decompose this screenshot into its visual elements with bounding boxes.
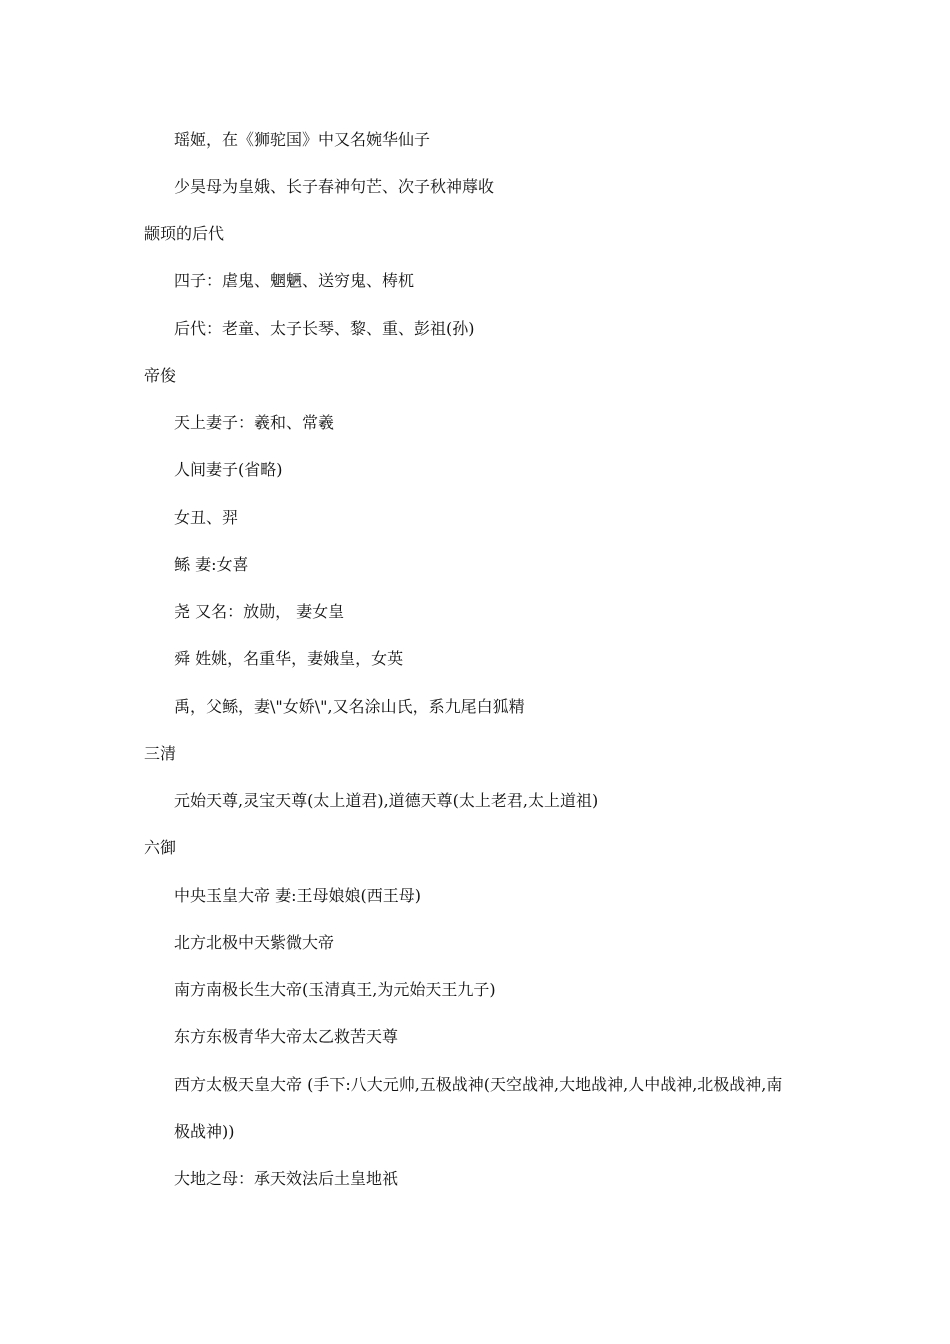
text-line-shaohao: 少昊母为皇娥、长子春神句芒、次子秋神蓐收 (174, 177, 495, 196)
text-line-nvchou-yi: 女丑、羿 (174, 508, 239, 527)
text-line-shun: 舜 姓姚，名重华，妻娥皇，女英 (174, 649, 404, 668)
text-line-descendants: 后代：老童、太子长琴、黎、重、彭祖(孙) (174, 319, 475, 338)
text-line-yaoji: 瑶姬，在《狮驼国》中又名婉华仙子 (174, 130, 431, 149)
text-line-gun: 鲧 妻:女喜 (174, 555, 249, 574)
text-line-three-pure-ones: 元始天尊,灵宝天尊(太上道君),道德天尊(太上老君,太上道祖) (174, 791, 599, 810)
text-line-changsheng: 南方南极长生大帝(玉清真王,为元始天王九子) (174, 980, 496, 999)
text-line-houtu: 大地之母：承天效法后土皇地祇 (174, 1169, 399, 1188)
text-line-qinghua: 东方东极青华大帝太乙救苦天尊 (174, 1027, 399, 1046)
text-line-tianhuang-continued: 极战神)) (174, 1122, 235, 1141)
text-line-four-sons: 四子：虐鬼、魍魉、送穷鬼、梼杌 (174, 271, 415, 290)
text-line-ziwei: 北方北极中天紫微大帝 (174, 933, 335, 952)
section-heading-liuyu: 六御 (144, 838, 177, 857)
text-line-jade-emperor: 中央玉皇大帝 妻:王母娘娘(西王母) (174, 886, 421, 905)
text-line-yao: 尧 又名：放勋， 妻女皇 (174, 602, 345, 621)
section-heading-dijun: 帝俊 (144, 366, 177, 385)
text-line-heavenly-wives: 天上妻子：羲和、常羲 (174, 413, 335, 432)
text-line-tianhuang: 西方太极天皇大帝 (手下:八大元帅,五极战神(天空战神,大地战神,人中战神,北极战神,南 (174, 1075, 783, 1094)
section-heading-sanqing: 三清 (144, 744, 177, 763)
text-line-yu: 禹，父鲧，妻\"女娇\",又名涂山氏，系九尾白狐精 (174, 697, 525, 716)
section-heading-zhuanxu: 颛顼的后代 (144, 224, 225, 243)
text-line-mortal-wives: 人间妻子(省略) (174, 460, 283, 479)
